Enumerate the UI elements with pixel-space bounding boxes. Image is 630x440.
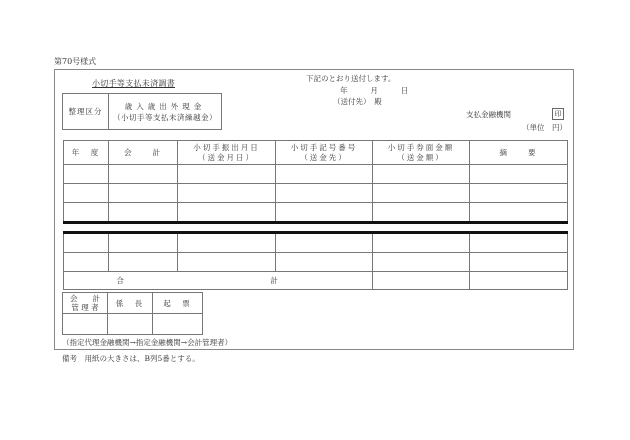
header-check-number: 小切手記号番号 （送金先） <box>276 141 373 165</box>
total-label <box>64 272 373 290</box>
classification-box <box>62 93 222 130</box>
cell[interactable] <box>178 184 276 203</box>
remark-note: 備考 用紙の大きさは、B列5番とする。 <box>62 354 200 363</box>
cell[interactable] <box>64 233 109 253</box>
table-row <box>64 165 568 184</box>
send-notice: 下記のとおり送付します。 <box>306 74 396 83</box>
cell[interactable] <box>178 165 276 184</box>
cell[interactable] <box>109 184 178 203</box>
table-row <box>64 253 568 272</box>
document-title: 小切手等支払未済調書 <box>92 79 175 88</box>
table-row <box>64 203 568 223</box>
header-accounting-manager: 会 計 管 理 者 <box>63 293 108 314</box>
seal-icon: 印 <box>552 108 564 120</box>
cell[interactable] <box>178 253 276 272</box>
cell[interactable] <box>64 184 109 203</box>
cell[interactable] <box>276 253 373 272</box>
total-note[interactable] <box>470 272 568 290</box>
classification-label: 整理区分 <box>63 94 109 129</box>
signature-stamp-row <box>63 314 203 335</box>
cell[interactable] <box>373 233 470 253</box>
cell[interactable] <box>178 233 276 253</box>
classification-value-line2: （小切手等支払未済繰越金） <box>113 112 217 122</box>
signature-table <box>62 292 203 335</box>
stamp-drafter[interactable] <box>153 314 203 335</box>
total-amount[interactable] <box>373 272 470 290</box>
date-day: 日 <box>400 86 409 95</box>
cell[interactable] <box>109 233 178 253</box>
cell[interactable] <box>373 184 470 203</box>
main-table <box>63 140 568 290</box>
total-row <box>64 272 568 290</box>
header-account: 会 計 <box>109 141 178 165</box>
cell[interactable] <box>470 253 568 272</box>
cell[interactable] <box>373 253 470 272</box>
header-check-amount: 小切手券面金額 （送金額） <box>373 141 470 165</box>
cell[interactable] <box>470 184 568 203</box>
total-label-left: 合 <box>116 276 124 285</box>
cell[interactable] <box>276 165 373 184</box>
table-row <box>64 233 568 253</box>
classification-value-line1: 歳入歳出外現金 <box>124 101 206 111</box>
cell[interactable] <box>470 233 568 253</box>
header-drafter: 起 票 <box>153 293 203 314</box>
stamp-section-chief[interactable] <box>108 314 153 335</box>
cell[interactable] <box>276 233 373 253</box>
stamp-accounting-manager[interactable] <box>63 314 108 335</box>
table-header-row <box>64 141 568 165</box>
date-month: 月 <box>370 86 378 95</box>
cell[interactable] <box>373 203 470 223</box>
signature-header-row <box>63 293 203 314</box>
cell[interactable] <box>109 203 178 223</box>
cell[interactable] <box>109 253 178 272</box>
header-check-date: 小切手振出月日 （送金月日） <box>178 141 276 165</box>
cell[interactable] <box>276 184 373 203</box>
payment-bank-label: 支払金融機関 <box>466 110 511 119</box>
header-section-chief: 係 長 <box>108 293 153 314</box>
date-year: 年 <box>340 86 348 95</box>
cell[interactable] <box>470 165 568 184</box>
cell[interactable] <box>64 203 109 223</box>
header-fiscal-year: 年 度 <box>64 141 109 165</box>
routing-note: （指定代理金融機関→指定金融機関→会計管理者） <box>62 338 233 347</box>
cell[interactable] <box>470 203 568 223</box>
cell[interactable] <box>178 203 276 223</box>
date-line <box>340 85 408 96</box>
classification-value <box>109 94 221 129</box>
cell[interactable] <box>64 165 109 184</box>
omission-separator <box>64 223 568 233</box>
separator-band <box>64 223 568 233</box>
unit-label: （単位 円） <box>522 123 567 132</box>
cell[interactable] <box>276 203 373 223</box>
total-label-right: 計 <box>270 276 278 285</box>
cell[interactable] <box>373 165 470 184</box>
cell[interactable] <box>109 165 178 184</box>
recipient: （送付先） 殿 <box>333 97 382 106</box>
cell[interactable] <box>64 253 109 272</box>
header-remarks: 摘 要 <box>470 141 568 165</box>
form-number: 第70号様式 <box>54 57 97 66</box>
table-row <box>64 184 568 203</box>
